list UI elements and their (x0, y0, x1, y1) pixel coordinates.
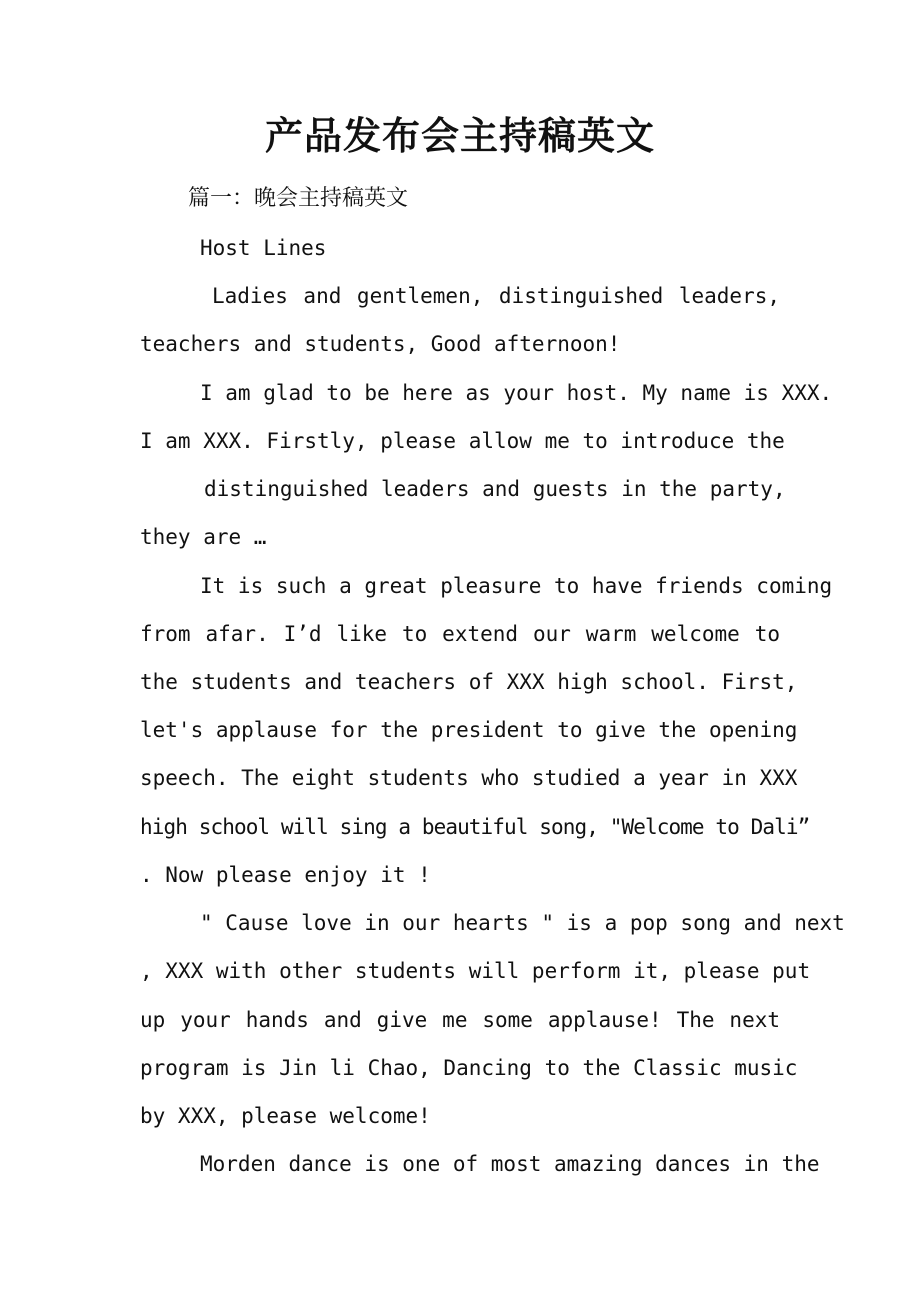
text-line: " Cause love in our hearts " is a pop song and next (200, 911, 845, 935)
text-line: I am XXX. Firstly, please allow me to introduce the (140, 429, 785, 453)
text-line: It is such a great pleasure to have friends coming (200, 574, 833, 598)
text-line: I am glad to be here as your host. My name is XXX. (200, 381, 833, 405)
text-line: let's applause for the president to give the opening (140, 718, 798, 742)
text-line: the students and teachers of XXX high school. First, (140, 670, 798, 694)
text-line: , XXX with other students will perform it, please put (140, 959, 811, 983)
text-line: Host Lines (200, 236, 327, 260)
text-line: by XXX, please welcome! (140, 1104, 431, 1128)
document-title: 产品发布会主持稿英文 (264, 113, 655, 158)
text-line: distinguished leaders and guests in the party, (204, 477, 786, 501)
text-line: up your hands and give me some applause! The next (140, 1008, 780, 1032)
text-line: Ladies and gentlemen, distinguished leaders, (212, 284, 780, 308)
text-line: high school will sing a beautiful song, "Welcome to Dali” (140, 815, 810, 839)
text-line: . Now please enjoy it ! (140, 863, 431, 887)
text-line: Morden dance is one of most amazing dances in the (200, 1152, 820, 1176)
section-heading: 篇一：晚会主持稿英文 (188, 186, 409, 211)
text-line: teachers and students, Good afternoon! (140, 332, 621, 356)
text-line: program is Jin li Chao, Dancing to the Classic music (140, 1056, 798, 1080)
text-line: they are … (140, 525, 267, 549)
text-line: speech. The eight students who studied a year in XXX (140, 766, 798, 790)
text-line: from afar. I’d like to extend our warm welcome to (140, 622, 780, 646)
